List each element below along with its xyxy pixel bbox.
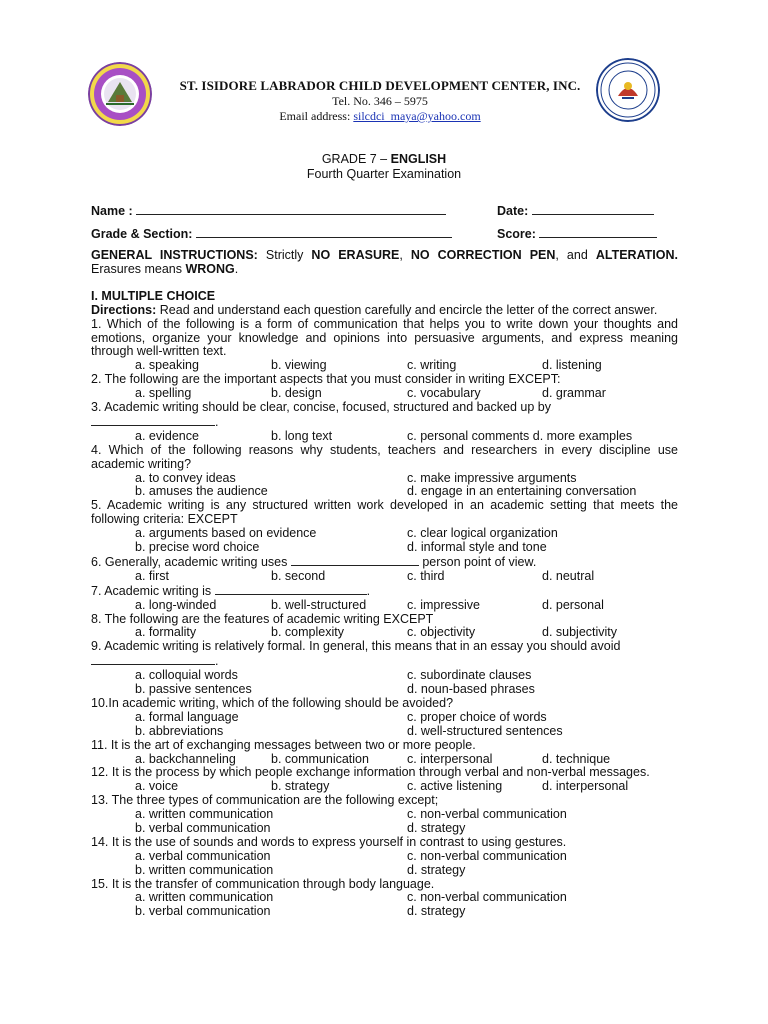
answer-choice[interactable]: b. well-structured — [271, 597, 367, 612]
question-text: 6. Generally, academic writing uses — [91, 554, 291, 569]
answer-choice[interactable]: c. objectivity — [407, 625, 476, 640]
choice-row — [91, 599, 678, 613]
directions-text: Read and understand each question carefully and encircle the letter of the correct answer. — [156, 302, 658, 317]
answer-choice[interactable]: a. to convey ideas — [135, 470, 236, 485]
answer-choice[interactable]: b. amuses the audience — [135, 484, 268, 499]
answer-blank[interactable] — [91, 415, 215, 426]
instructions-text: Erasures means — [91, 261, 186, 276]
answer-choice[interactable]: c. impressive — [407, 597, 480, 612]
answer-blank[interactable] — [215, 584, 367, 595]
question-8 — [91, 613, 678, 627]
choice-row — [91, 822, 678, 836]
question-text: 14. It is the use of sounds and words to express yourself in contrast to using gestures. — [91, 834, 567, 849]
instructions-emphasis: WRONG — [185, 261, 235, 276]
choice-row — [91, 485, 678, 499]
answer-choice[interactable]: b. precise word choice — [135, 540, 260, 555]
spacer — [91, 277, 678, 290]
answer-choice[interactable]: d. noun-based phrases — [407, 682, 535, 697]
answer-choice[interactable]: c. writing — [407, 358, 457, 373]
answer-choice[interactable]: a. speaking — [135, 358, 199, 373]
school-header — [160, 78, 600, 124]
date-blank[interactable] — [532, 204, 654, 215]
name-field[interactable] — [91, 204, 446, 218]
email-label: Email address: — [279, 109, 354, 123]
question-15 — [91, 878, 678, 892]
answer-choice[interactable]: d. technique — [542, 751, 611, 766]
question-text: 8. The following are the features of academic writing EXCEPT — [91, 611, 434, 626]
answer-choice[interactable]: a. verbal communication — [135, 848, 271, 863]
answer-choice[interactable]: b. second — [271, 568, 326, 583]
question-text: 10.In academic writing, which of the following should be avoided? — [91, 695, 454, 710]
answer-choice[interactable]: b. verbal communication — [135, 904, 271, 919]
answer-choice[interactable]: b. viewing — [271, 358, 327, 373]
question-text: 12. It is the process by which people exchange information through verbal and non-verbal messages. — [91, 765, 650, 780]
exam-subject: ENGLISH — [390, 152, 447, 166]
choice-row — [91, 387, 678, 401]
answer-choice[interactable]: c. subordinate clauses — [407, 668, 532, 683]
answer-choice[interactable]: a. written communication — [135, 890, 274, 905]
answer-choice[interactable]: a. formality — [135, 625, 197, 640]
answer-choice[interactable]: c. non-verbal communication — [407, 807, 567, 822]
grade-section-label: Grade & Section: — [91, 227, 193, 241]
question-12 — [91, 766, 678, 780]
question-11 — [91, 739, 678, 753]
directions — [91, 304, 678, 318]
name-blank[interactable] — [136, 204, 446, 215]
question-text: 4. Which of the following reasons why students, teachers and researchers in every discipline use academic writing? — [91, 442, 678, 471]
question-7 — [91, 584, 678, 599]
school-email-line — [160, 109, 600, 124]
instructions-text: , — [399, 248, 411, 262]
choice-row — [91, 753, 678, 767]
question-text: 2. The following are the important aspects that you must consider in writing EXCEPT: — [91, 372, 561, 387]
name-label: Name : — [91, 204, 133, 218]
score-blank[interactable] — [539, 227, 657, 238]
answer-choice[interactable]: d. strategy — [407, 862, 466, 877]
question-text: 7. Academic writing is — [91, 583, 215, 598]
choice-row — [91, 864, 678, 878]
blank-punctuation: . — [215, 654, 219, 669]
choice-row — [91, 683, 678, 697]
choice-row — [91, 626, 678, 640]
question-text: 11. It is the art of exchanging messages between two or more people. — [91, 737, 476, 752]
answer-choice[interactable]: c. active listening — [407, 779, 503, 794]
answer-choice[interactable]: a. arguments based on evidence — [135, 526, 317, 541]
answer-choice[interactable]: b. verbal communication — [135, 820, 271, 835]
question-3 — [91, 401, 678, 415]
choice-row — [91, 570, 678, 584]
question-list — [91, 318, 678, 920]
answer-choice[interactable]: a. long-winded — [135, 597, 217, 612]
choice-row — [91, 905, 678, 919]
answer-choice[interactable]: b. passive sentences — [135, 682, 252, 697]
instructions-emphasis: NO CORRECTION PEN — [410, 248, 556, 262]
answer-choice[interactable]: d. strategy — [407, 904, 466, 919]
section-title: I. MULTIPLE CHOICE — [91, 288, 216, 303]
general-instructions — [91, 249, 678, 277]
choice-row — [91, 780, 678, 794]
question-text: person point of view. — [418, 554, 537, 569]
question-text: 9. Academic writing is relatively formal. In general, this means that in an essay you should avoid — [91, 639, 621, 654]
choice-row — [91, 808, 678, 822]
answer-choice[interactable]: c. non-verbal communication — [407, 890, 567, 905]
answer-choice[interactable]: c. clear logical organization — [407, 526, 558, 541]
answer-choice[interactable]: d. strategy — [407, 820, 466, 835]
answer-choice[interactable]: c. non-verbal communication — [407, 848, 567, 863]
instructions-text: . — [234, 261, 239, 276]
question-14 — [91, 836, 678, 850]
question-4 — [91, 444, 678, 472]
grade-section-field[interactable] — [91, 227, 452, 241]
answer-choice[interactable]: b. design — [271, 386, 322, 401]
question-text: 13. The three types of communication are the following except; — [91, 793, 439, 808]
answer-choice[interactable]: d. neutral — [542, 568, 595, 583]
answer-choice[interactable]: a. written communication — [135, 807, 274, 822]
answer-choice[interactable]: b. written communication — [135, 862, 274, 877]
answer-choice[interactable]: c. vocabulary — [407, 386, 481, 401]
choice-row — [91, 711, 678, 725]
score-label: Score: — [497, 227, 536, 241]
question-9 — [91, 640, 678, 654]
answer-choice[interactable]: b. abbreviations — [135, 723, 224, 738]
answer-choice[interactable]: c. make impressive arguments — [407, 470, 577, 485]
choice-row — [91, 850, 678, 864]
answer-choice[interactable]: c. personal comments d. more examples — [407, 428, 633, 443]
blank-punctuation: . — [215, 414, 219, 429]
question-2 — [91, 373, 678, 387]
answer-choice[interactable]: d. grammar — [542, 386, 606, 401]
instructions-label: GENERAL INSTRUCTIONS: — [91, 248, 258, 262]
answer-choice[interactable]: b. communication — [271, 751, 369, 766]
question-5 — [91, 499, 678, 527]
grade-prefix: GRADE 7 – — [321, 152, 391, 166]
choice-row — [91, 725, 678, 739]
school-telephone: Tel. No. 346 – 5975 — [332, 94, 428, 108]
date-label: Date: — [497, 204, 529, 218]
date-field[interactable] — [497, 204, 654, 218]
choice-row — [91, 359, 678, 373]
question-text: 1. Which of the following is a form of communication that helps you to write down your thoughts and emotions, organize your knowledge and opinions into persuasive arguments, and express meaning through well-written text. — [91, 316, 678, 359]
answer-blank-line — [91, 654, 678, 669]
answer-choice[interactable]: a. first — [135, 568, 170, 583]
answer-choice[interactable]: a. formal language — [135, 709, 239, 724]
directions-label: Directions: — [91, 302, 157, 317]
school-seal-logo — [88, 62, 152, 126]
answer-choice[interactable]: d. listening — [542, 358, 602, 373]
answer-choice[interactable]: a. voice — [135, 779, 179, 794]
deped-seal-logo — [596, 58, 660, 122]
answer-choice[interactable]: b. long text — [271, 428, 333, 443]
answer-choice[interactable]: d. interpersonal — [542, 779, 629, 794]
answer-choice[interactable]: a. spelling — [135, 386, 192, 401]
answer-choice[interactable]: b. complexity — [271, 625, 344, 640]
answer-choice[interactable]: c. proper choice of words — [407, 709, 547, 724]
exam-title — [0, 152, 768, 166]
choice-row — [91, 541, 678, 555]
grade-section-blank[interactable] — [196, 227, 452, 238]
answer-blank-line — [91, 415, 678, 430]
exam-subtitle: Fourth Quarter Examination — [306, 167, 462, 181]
instructions-text: , and — [555, 248, 596, 262]
answer-choice[interactable]: c. interpersonal — [407, 751, 493, 766]
school-name: ST. ISIDORE LABRADOR CHILD DEVELOPMENT CENTER, INC. — [179, 78, 581, 93]
question-1 — [91, 318, 678, 360]
choice-row — [91, 891, 678, 905]
answer-choice[interactable]: b. strategy — [271, 779, 330, 794]
answer-choice[interactable]: a. colloquial words — [135, 668, 238, 683]
answer-choice[interactable]: d. engage in an entertaining conversation — [407, 484, 637, 499]
answer-choice[interactable]: a. backchanneling — [135, 751, 236, 766]
answer-choice[interactable]: d. well-structured sentences — [407, 723, 563, 738]
exam-content — [91, 249, 678, 919]
question-text: 15. It is the transfer of communication through body language. — [91, 876, 435, 891]
instructions-emphasis: ALTERATION. — [595, 248, 678, 262]
question-text: . — [366, 583, 371, 598]
answer-choice[interactable]: d. informal style and tone — [407, 540, 547, 555]
answer-blank[interactable] — [91, 654, 215, 665]
question-text: 5. Academic writing is any structured written work developed in an academic setting that meets the following criteria: EXCEPT — [91, 498, 678, 527]
choice-row — [91, 472, 678, 486]
question-13 — [91, 794, 678, 808]
question-6 — [91, 555, 678, 570]
choice-row — [91, 430, 678, 444]
choice-row — [91, 669, 678, 683]
answer-blank[interactable] — [291, 555, 419, 566]
question-10 — [91, 697, 678, 711]
choice-row — [91, 527, 678, 541]
instructions-text: Strictly — [257, 248, 312, 262]
score-field[interactable] — [497, 227, 657, 241]
answer-choice[interactable]: d. subjectivity — [542, 625, 618, 640]
answer-choice[interactable]: a. evidence — [135, 428, 199, 443]
answer-choice[interactable]: c. third — [407, 568, 445, 583]
email-link[interactable]: silcdci_maya@yahoo.com — [353, 109, 481, 123]
instructions-emphasis: NO ERASURE — [311, 248, 400, 262]
answer-choice[interactable]: d. personal — [542, 597, 604, 612]
question-text: 3. Academic writing should be clear, concise, focused, structured and backed up by — [91, 400, 551, 415]
